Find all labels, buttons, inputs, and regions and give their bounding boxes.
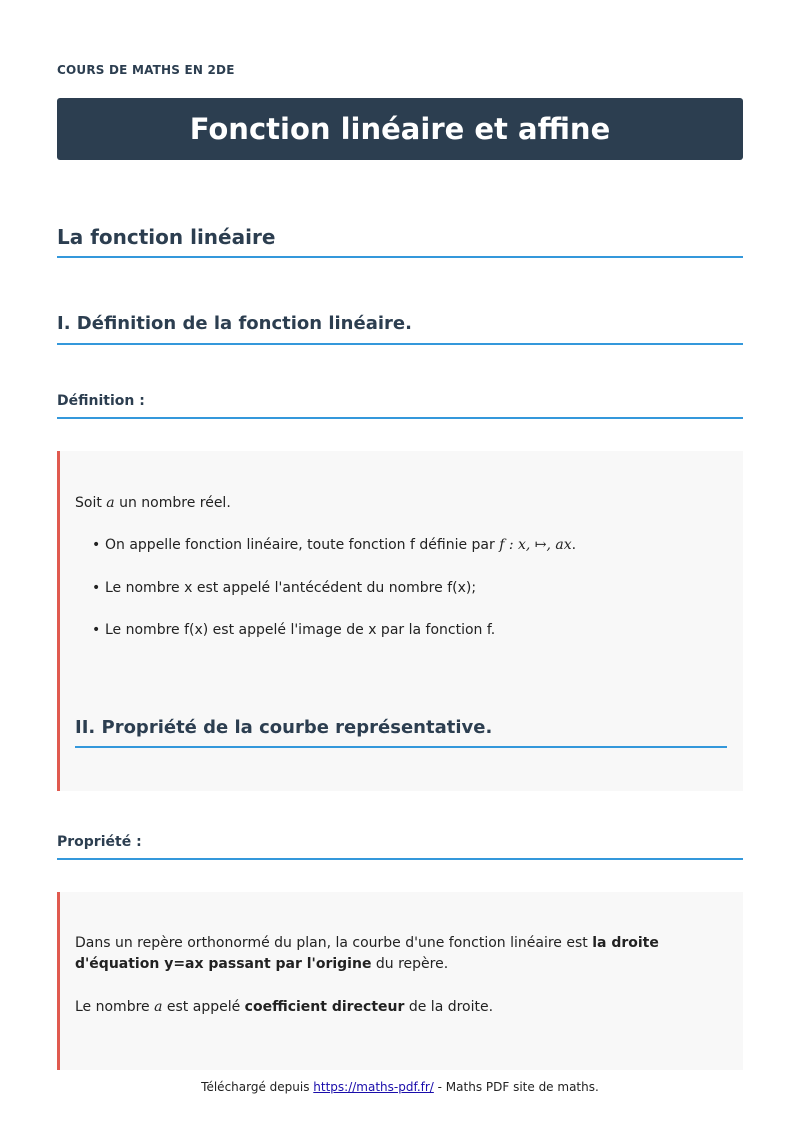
list-item: • On appelle fonction linéaire, toute fonction f définie par f : x, ↦, ax. xyxy=(105,535,576,556)
list-item: • Le nombre x est appelé l'antécédent du nombre f(x); xyxy=(105,578,476,599)
property-paragraph-1: Dans un repère orthonormé du plan, la courbe d'une fonction linéaire est la droite d'équation y=ax passant par l'origine du repère. xyxy=(75,935,659,972)
title-banner xyxy=(57,98,743,160)
property-paragraph-2: Le nombre a est appelé coefficient directeur de la droite. xyxy=(75,999,494,1015)
page-title: Fonction linéaire et affine xyxy=(189,112,611,146)
course-label: COURS DE MATHS EN 2DE xyxy=(57,63,235,77)
footer: Téléchargé depuis https://maths-pdf.fr/ - Maths PDF site de maths. xyxy=(201,1080,599,1094)
property-box xyxy=(57,892,743,1070)
function-formula: f : x, ↦, ax xyxy=(499,537,572,553)
section1-heading: I. Définition de la fonction linéaire. xyxy=(57,313,743,345)
definition-intro: Soit a un nombre réel. xyxy=(75,495,231,511)
coefficient-term: coefficient directeur xyxy=(244,999,405,1015)
variable-a: a xyxy=(106,495,115,511)
definition-box xyxy=(57,451,743,791)
property-bold-statement: la droite d'équation y=ax passant par l'origine xyxy=(75,935,659,972)
definition-label: Définition : xyxy=(57,393,743,419)
variable-a: a xyxy=(154,999,163,1015)
list-item: • Le nombre f(x) est appelé l'image de x par la fonction f. xyxy=(105,620,495,641)
property-label: Propriété : xyxy=(57,834,743,860)
main-heading: La fonction linéaire xyxy=(57,225,743,258)
source-link[interactable]: https://maths-pdf.fr/ xyxy=(313,1080,434,1094)
section2-heading: II. Propriété de la courbe représentative. xyxy=(75,717,727,748)
